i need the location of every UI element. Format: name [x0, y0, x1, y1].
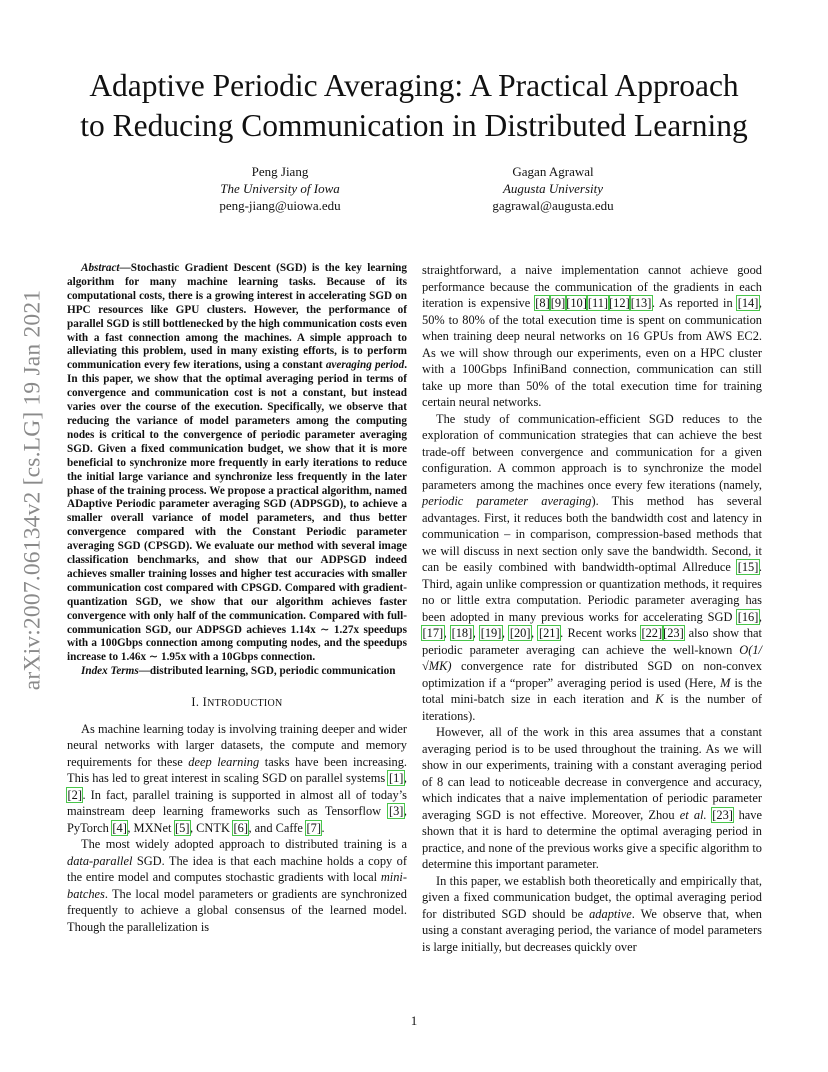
section-title-rest: NTRODUCTION: [207, 698, 283, 710]
citation-link[interactable]: [5]: [175, 820, 190, 835]
text: ,: [530, 626, 539, 640]
emphasis: deep learning: [188, 754, 260, 769]
citation-link[interactable]: [15]: [737, 560, 759, 574]
author-email: peng-jiang@uiowa.edu: [219, 198, 341, 213]
text: .: [321, 820, 325, 835]
citation-link[interactable]: [6]: [233, 820, 248, 835]
citation-link[interactable]: [12]: [609, 296, 630, 310]
paper-title: [40, 66, 788, 146]
index-terms-text: —distributed learning, SGD, periodic communication: [138, 665, 396, 678]
citation-link[interactable]: [8]: [535, 296, 550, 310]
title-line-1: Adaptive Periodic Averaging: A Practical Approach: [89, 68, 739, 103]
citation-link[interactable]: [2]: [67, 787, 82, 802]
text: tasks have been increasing. This has led to great interest in scaling SGD on parallel systems: [67, 754, 407, 786]
text: . As reported in: [651, 296, 738, 310]
index-terms: [67, 665, 407, 679]
text: . We observe that, when using a constant averaging period, the variance of model parameters is large initially, but decreases quickly over: [422, 906, 763, 954]
text: In this paper, we establish both theoretically and empirically that, given a fixed communication budget, the optimal averaging period for distributed SGD should be: [422, 873, 762, 921]
author-name: Peng Jiang: [251, 164, 309, 179]
speedup-value: 1.46x ∼ 1.95x: [120, 651, 187, 664]
citation-link[interactable]: [22]: [641, 626, 663, 640]
emphasis: data-parallel: [67, 853, 133, 868]
emphasis: adaptive: [589, 906, 632, 921]
citation-link[interactable]: [4]: [112, 820, 127, 835]
text: have shown that it is hard to determine the optimal averaging period in practice, and none of the previous works give a specific algorithm to determine this important parameter.: [422, 807, 762, 871]
text: ,: [403, 771, 407, 786]
abstract-label: Abstract: [81, 262, 120, 274]
paragraph-continued: [422, 262, 762, 411]
text: The most widely adopted approach to distributed training is a: [81, 837, 407, 852]
text: [707, 808, 712, 822]
text: ,: [501, 626, 510, 640]
text: . Recent works: [560, 626, 641, 640]
citation-link[interactable]: [23]: [712, 807, 733, 822]
math: 50%: [422, 312, 445, 327]
text: . In fact, parallel training is supported in almost all of today’s mainstream deep learning frameworks such as Tensorflow: [67, 787, 407, 819]
citation-link[interactable]: [14]: [737, 296, 759, 310]
author-name: Gagan Agrawal: [512, 164, 594, 179]
text: convergence rate for distributed SGD on non-convex optimization if a “proper” averaging period is used (Here,: [422, 659, 762, 690]
citation-link[interactable]: [21]: [538, 626, 560, 640]
author-block-2: [423, 163, 683, 214]
left-column: [67, 262, 407, 935]
text: ,: [758, 609, 762, 624]
citation-link[interactable]: [3]: [388, 804, 404, 819]
citation-link[interactable]: [20]: [509, 626, 531, 640]
text: ). This method has several advantages. First, it reduces both the bandwidth cost and latency in communication – in comparison, compression-based methods that we will discuss in next section only save the bandwidth. Second, it can be easily combined with bandwidth-optimal Allreduce: [422, 494, 762, 574]
text: SGD. The idea is that each machine holds a copy of the entire model and computes stochastic gradients with local: [67, 853, 407, 885]
math: 50%: [526, 378, 549, 393]
emphasis: periodic parameter averaging: [422, 494, 592, 508]
citation-link[interactable]: [16]: [737, 609, 759, 624]
author-affiliation: The University of Iowa: [220, 181, 340, 196]
author-affiliation: Augusta University: [502, 181, 603, 196]
text: As machine learning today is involving training deeper and wider neural networks with larger datasets, the compute and memory requirements for these: [67, 721, 407, 769]
right-column: [422, 262, 762, 955]
abstract-text: . In this paper, we show that the optimal averaging period in terms of convergence and communication cost is not a constant, but instead varies over the course of the execution. Specifically, we observe that reducing the variance of model parameters among the computing nodes is critical to the convergence of periodic parameter averaging SGD. Given a fixed communication budget, we show that it is more beneficial to synchronize more frequently in early iterations to reduce the initial large variance and synchronize less frequently in the later phase of the training process. We propose a practical algorithm, named ADaptive Periodic parameter averaging SGD (ADPSGD), to achieve a smaller overall variance of model parameters, and thus better convergence compared with the Constant Periodic parameter averaging SGD (CPSGD). We evaluate our method with several image classification benchmarks, and show that our ADPSGD indeed achieves smaller training losses and higher test accuracies with smaller communication cost compared with CPSGD. Compared with gradient-quantization SGD, we show that our algorithm achieves faster convergence with only half of the communication. Compared with full-communication SGD, our ADPSGD achieves: [67, 359, 407, 636]
page-number: 1: [410, 1013, 418, 1028]
text: ,: [758, 296, 762, 310]
citation-link[interactable]: [23]: [663, 626, 684, 640]
citation-link[interactable]: [9]: [550, 296, 566, 310]
text: ,: [472, 626, 481, 640]
citation-link[interactable]: [13]: [630, 296, 652, 310]
arxiv-identifier: arXiv:2007.06134v2 [cs.LG] 19 Jan 2021: [19, 289, 46, 691]
index-terms-label: Index Terms: [81, 665, 139, 678]
abstract-text: —Stochastic Gradient Descent (SGD) is the key learning algorithm for many machine learning tasks. Because of its computational costs, there is a growing interest in accelerating SGD on HPC resources like GPU clusters. However, the performance of parallel SGD is still bottlenecked by the high communication costs even with a fast connection among the machines. A simple approach to alleviating this problem, used in many existing efforts, is to perform communication every few iterations, using a constant: [67, 262, 407, 372]
text: The study of communication-efficient SGD reduces to the exploration of communication strategies that can achieve the best trade-off between convergence and communication for a given configuration. A common approach is to synchronize the model parameters among the machines once every few iterations (namely,: [422, 411, 762, 492]
section-number: I.: [191, 695, 200, 710]
abstract: [67, 262, 407, 665]
emphasis: et al.: [679, 807, 707, 822]
title-line-2: to Reducing Communication in Distributed Learning: [80, 108, 748, 143]
abstract-text: speedups with a 100Gbps connection among computing nodes, and the speedups increase to: [67, 623, 408, 664]
text: straightforward, a naive implementation cannot achieve good performance because the communication of the gradients in each iteration is expensive: [422, 263, 762, 310]
paragraph: [422, 873, 762, 956]
section-heading: [67, 694, 407, 713]
text: of the total execution time is spent on communication when training deep neural networks on 16 GPUs from AWS EC2. As we will show through our experiments, even on a HPC cluster with a 100Gbps InfiniBand connection, communication can still take up more than: [422, 312, 762, 393]
math: 80%: [462, 312, 485, 327]
text: , CNTK: [189, 820, 233, 835]
math: O(1/√MK): [422, 642, 762, 673]
text: is the number of iterations).: [422, 692, 763, 723]
abstract-emphasis: averaging period: [325, 359, 405, 372]
text: . Third, again unlike compression or quantization methods, it requires no or little extra computation. Periodic parameter averaging has been adopted in many previous works for accelerating SGD: [422, 560, 762, 624]
emphasis: mini-batches: [67, 870, 407, 901]
text: ,: [443, 626, 452, 640]
text: is the total mini-batch size in each iteration and: [422, 675, 762, 706]
citation-link[interactable]: [18]: [451, 626, 473, 640]
text: , PyTorch: [67, 804, 407, 835]
text: However, all of the work in this area assumes that a constant averaging period is to be used throughout the training. As we will show in our experiments, training with a constant averaging period of 8 can lead to noticeable decrease in convergence and accuracy, which indicates that a naive implementation of periodic parameter averaging SGD is not effective. Moreover, Zhou: [422, 725, 762, 822]
citation-link[interactable]: [19]: [480, 626, 502, 640]
text: of the total execution time for training certain neural networks.: [422, 378, 762, 409]
text: to: [444, 312, 463, 327]
text: , and Caffe: [248, 820, 307, 835]
math: M: [720, 675, 731, 690]
author-email: gagrawal@augusta.edu: [492, 198, 614, 213]
author-block-1: [150, 163, 410, 214]
citation-link[interactable]: [7]: [306, 820, 321, 835]
paragraph: [67, 836, 407, 935]
text: , MXNet: [127, 820, 175, 835]
citation-link[interactable]: [11]: [587, 296, 609, 310]
arxiv-sidebar-stamp: [12, 289, 54, 691]
math: K: [655, 692, 664, 706]
citation-link[interactable]: [10]: [566, 296, 587, 310]
speedup-value: 1.14x ∼ 1.27x: [290, 623, 360, 636]
abstract-text: with a 10Gbps connection.: [186, 651, 316, 664]
citation-link[interactable]: [1]: [388, 771, 404, 786]
section-title-initial: I: [202, 695, 208, 710]
paragraph: [67, 721, 407, 837]
paragraph: [422, 411, 762, 725]
text: also show that periodic parameter averaging can achieve the well-known: [422, 626, 762, 657]
text: . The local model parameters or gradients are synchronized frequently to achieve a global consensus of the learned model. Though the parallelization is: [67, 886, 407, 934]
paragraph: [422, 724, 762, 873]
citation-link[interactable]: [17]: [422, 626, 444, 640]
